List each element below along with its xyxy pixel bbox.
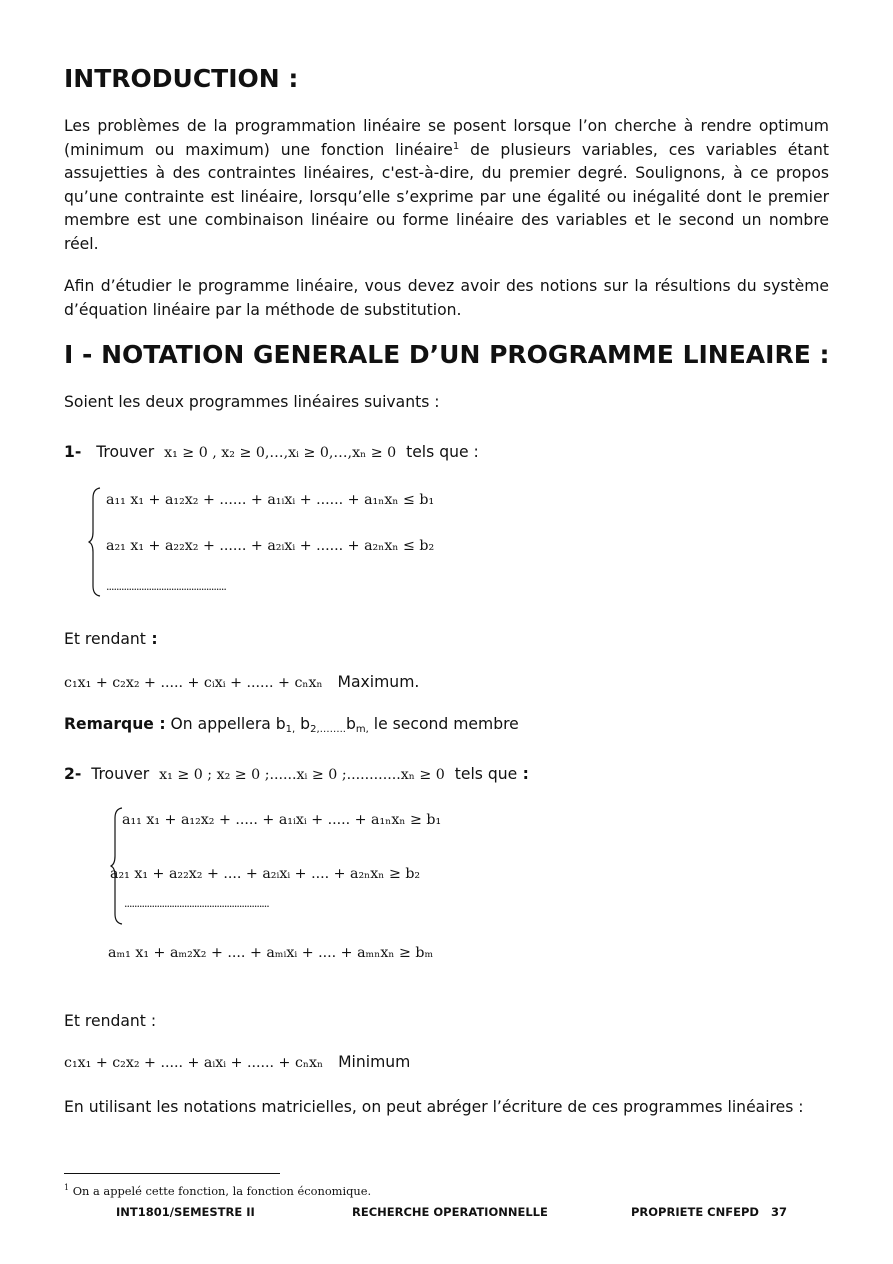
item1-et-rendant-colon: :: [145, 630, 158, 648]
footer-owner: PROPRIETE CNFEPD: [631, 1205, 759, 1219]
footer-course-title: RECHERCHE OPERATIONNELLE: [352, 1205, 548, 1219]
item1-constraint-dots: ................................................: [106, 580, 226, 593]
remark-text-d: le second membre: [368, 715, 519, 733]
item1-constraint-2: a₂₁ x₁ + a₂₂x₂ + ...... + a₂ᵢxᵢ + ...... + a₂ₙxₙ ≤ b₂: [106, 538, 435, 554]
item2-tels-que-colon: :: [517, 765, 529, 783]
footnote: [64, 1183, 371, 1198]
remark-sub-2: 2,……..: [310, 724, 346, 735]
section-intro-text: Soient les deux programmes linéaires suivants :: [64, 393, 440, 411]
item2-tels-que: tels que: [454, 765, 518, 783]
item1-line: [64, 443, 479, 461]
footer-page-number: 37: [771, 1205, 788, 1219]
footer-course-code: INT1801/SEMESTRE II: [116, 1205, 255, 1219]
item1-et-rendant: [64, 630, 158, 648]
item2-number: 2-: [64, 765, 82, 783]
item2-trouver: Trouver: [91, 765, 150, 783]
remark-text-c: b: [345, 715, 356, 733]
item1-number: 1-: [64, 443, 82, 461]
item1-brace: [88, 486, 102, 598]
item2-constraint-m: aₘ₁ x₁ + aₘ₂x₂ + .... + aₘᵢxᵢ + .... + aₘₙxₙ ≥ bₘ: [108, 945, 434, 961]
remark-text-b: b: [295, 715, 311, 733]
footnote-mark: 1: [64, 1183, 70, 1192]
introduction-heading: INTRODUCTION :: [64, 64, 299, 93]
item2-constraint-1: a₁₁ x₁ + a₁₂x₂ + ..... + a₁ᵢxᵢ + ..... + a₁ₙxₙ ≥ b₁: [122, 812, 442, 828]
item1-et-rendant-text: Et rendant: [64, 630, 146, 648]
remark-text-a: On appellera b: [165, 715, 286, 733]
remark-sub-1: 1,: [285, 724, 296, 735]
remark-line: [64, 715, 519, 735]
intro-paragraph-1: [64, 115, 829, 257]
item2-constraint-2: a₂₁ x₁ + a₂₂x₂ + .... + a₂ᵢxᵢ + .... + a₂ₙxₙ ≥ b₂: [110, 866, 421, 882]
item1-condition: x₁ ≥ 0 , x₂ ≥ 0,…,xᵢ ≥ 0,…,xₙ ≥ 0: [164, 445, 397, 461]
item2-objective-line: [64, 1053, 410, 1071]
intro-p1-text-b: de plusieurs variables, ces variables étant assujetties à des contraintes linéaires, c'est-à-dire, du premier degré. Soulignons, à ce propos qu’une contrainte est linéaire, lorsqu’elle s’exprime par une égalité ou inégalité dont le premier membre est une combinaison linéaire ou forme linéaire des variables et le second un nombre réel.: [64, 140, 830, 253]
item2-et-rendant: Et rendant :: [64, 1012, 157, 1030]
footnote-reference: 1: [452, 140, 460, 152]
item2-objective-word: Minimum: [338, 1053, 411, 1071]
item2-condition: x₁ ≥ 0 ; x₂ ≥ 0 ;......xᵢ ≥ 0 ;............xₙ ≥ 0: [159, 767, 445, 783]
intro-paragraph-2: Afin d’étudier le programme linéaire, vous devez avoir des notions sur la résultions du système d’équation linéaire par la méthode de substitution.: [64, 277, 829, 319]
item1-objective-word: Maximum.: [337, 673, 420, 691]
item2-constraint-dots: ..........................................................: [124, 897, 269, 910]
closing-paragraph: En utilisant les notations matricielles, on peut abréger l’écriture de ces programmes linéaires :: [64, 1098, 804, 1116]
footnote-divider: [64, 1173, 280, 1174]
item2-objective: c₁x₁ + c₂x₂ + ..... + aᵢxᵢ + ...... + cₙxₙ: [64, 1055, 324, 1071]
footnote-text: On a appelé cette fonction, la fonction économique.: [69, 1183, 372, 1198]
section-heading: I - NOTATION GENERALE D’UN PROGRAMME LINEAIRE :: [64, 340, 830, 369]
item1-objective-line: [64, 673, 419, 691]
remark-label: Remarque :: [64, 715, 166, 733]
remark-sub-m: m,: [355, 724, 369, 735]
item1-trouver: Trouver: [96, 443, 155, 461]
item1-tels-que: tels que :: [406, 443, 479, 461]
item1-objective: c₁x₁ + c₂x₂ + ..... + cᵢxᵢ + ...... + cₙxₙ: [64, 675, 323, 691]
intro-p1-text-a: Les problèmes de la programmation linéaire se posent lorsque l’on cherche à rendre optimum (minimum ou maximum) une fonction linéaire: [64, 117, 829, 159]
item2-line: [64, 765, 529, 783]
item1-constraint-1: a₁₁ x₁ + a₁₂x₂ + ...... + a₁ᵢxᵢ + ...... + a₁ₙxₙ ≤ b₁: [106, 492, 435, 508]
